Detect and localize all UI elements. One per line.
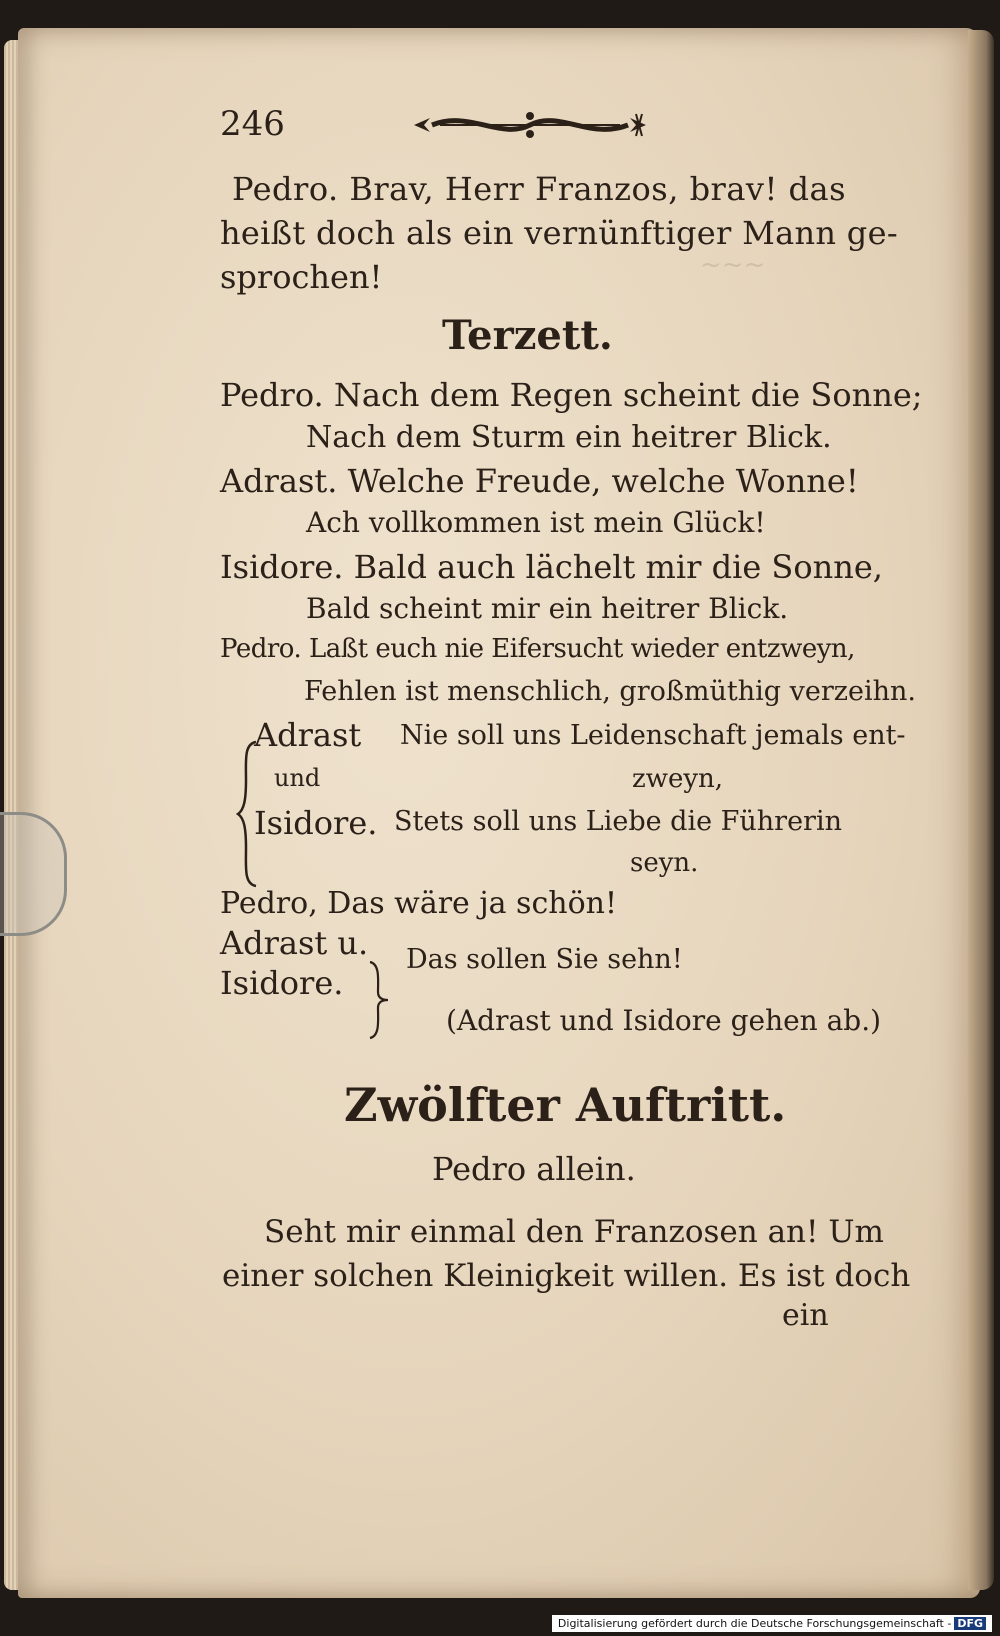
book-gutter-right [968, 30, 994, 1590]
speaker-name: Adrast u. [220, 924, 369, 962]
text-line: zweyn, [632, 764, 724, 794]
text-line: einer solchen Kleinigkeit willen. Es ist doch [222, 1258, 911, 1294]
dfg-logo-icon: DFG [954, 1617, 986, 1630]
text-line: sprochen! [220, 258, 383, 296]
text-line: Ach vollkommen ist mein Glück! [306, 506, 766, 539]
text-line: Stets soll uns Liebe die Führerin [394, 806, 842, 837]
text-line: Seht mir einmal den Franzosen an! Um [264, 1214, 884, 1250]
page-number: 246 [220, 104, 285, 144]
text-line: Bald scheint mir ein heitrer Blick. [306, 592, 789, 625]
text-line: ein [782, 1298, 829, 1333]
speaker-name: Isidore. [220, 964, 344, 1002]
text-line: Isidore. Bald auch lächelt mir die Sonne, [220, 548, 883, 586]
page-clip [0, 812, 67, 936]
section-heading: Terzett. [442, 312, 613, 359]
ornament-icon [410, 106, 650, 144]
digitization-footer [552, 1615, 992, 1632]
text-line: seyn. [630, 848, 699, 878]
speaker-conjunction: und [274, 764, 321, 792]
brace-icon [368, 960, 390, 1040]
text-line: heißt doch als ein vernünftiger Mann ge- [220, 214, 898, 252]
scene-heading: Zwölfter Auftritt. [344, 1078, 787, 1132]
speaker-name: Adrast [254, 716, 362, 754]
text-line: Nie soll uns Leidenschaft jemals ent- [400, 720, 906, 751]
text-line: Das sollen Sie sehn! [406, 944, 683, 975]
scene-subheading: Pedro allein. [432, 1150, 636, 1188]
text-line: Pedro. Laßt euch nie Eifersucht wieder entzweyn, [220, 634, 855, 664]
bleed-through-mark: ~~~ [700, 250, 766, 280]
text-line: Pedro. Nach dem Regen scheint die Sonne; [220, 376, 923, 414]
speaker-name: Isidore. [254, 804, 378, 842]
text-line: Fehlen ist menschlich, großmüthig verzeihn. [304, 676, 916, 707]
stage-direction: (Adrast und Isidore gehen ab.) [446, 1004, 882, 1037]
text-line: Adrast. Welche Freude, welche Wonne! [220, 462, 859, 500]
text-line: Nach dem Sturm ein heitrer Blick. [306, 420, 832, 455]
text-line: Pedro, Das wäre ja schön! [220, 886, 618, 921]
text-line: Pedro. Brav, Herr Franzos, brav! das [232, 170, 847, 208]
footer-text: Digitalisierung gefördert durch die Deutsche Forschungsgemeinschaft - [557, 1617, 952, 1630]
